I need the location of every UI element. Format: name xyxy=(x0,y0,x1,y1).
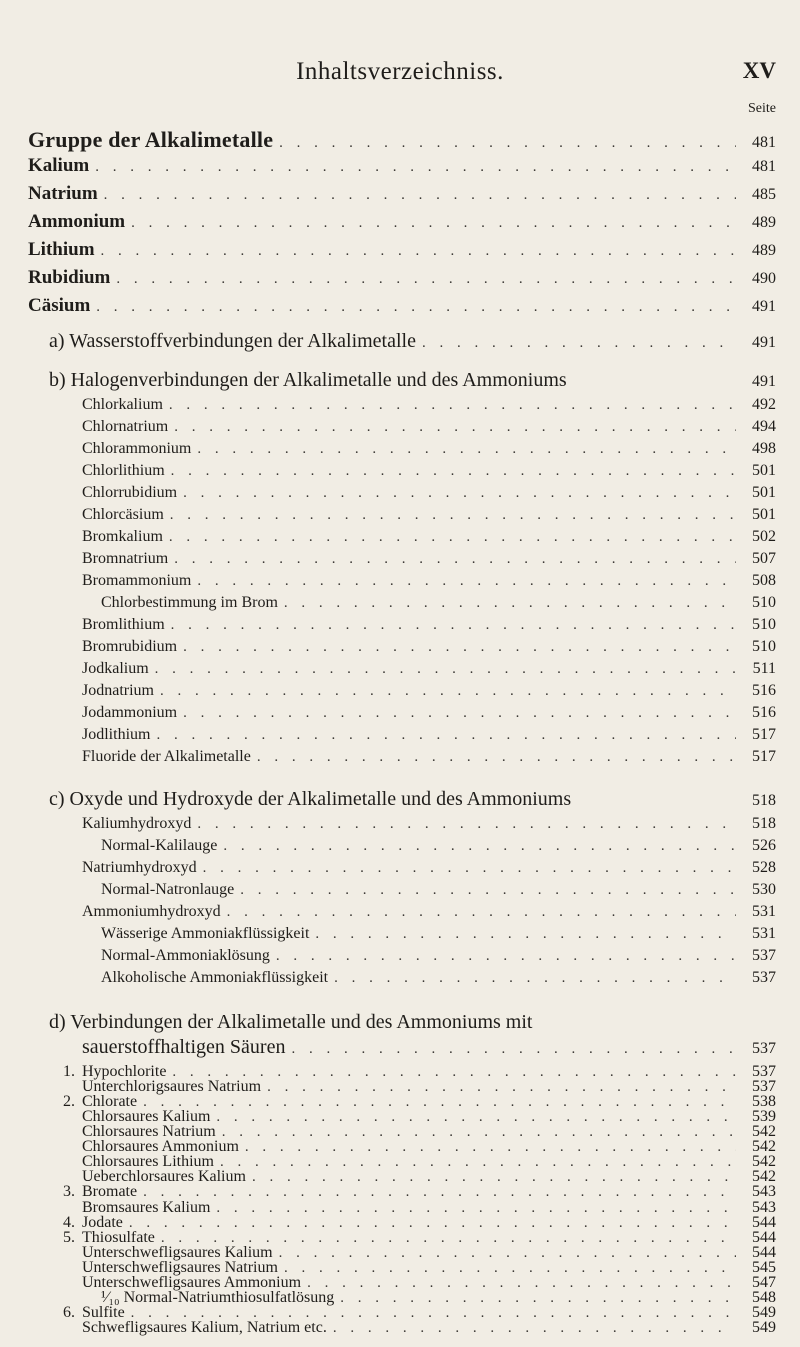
toc-entry-label: Bromkalium xyxy=(82,528,163,545)
toc-entry-page: 491 xyxy=(752,334,776,351)
toc-entry-compound[interactable] xyxy=(0,859,800,883)
toc-entry-subitem[interactable] xyxy=(0,594,800,618)
toc-entry-page: 501 xyxy=(752,484,776,501)
dot-leader xyxy=(171,617,736,634)
toc-entry-compound[interactable] xyxy=(0,396,800,420)
toc-entry-label: Wässerige Ammoniakflüssigkeit xyxy=(101,925,310,942)
toc-entry-label: Unterchlorigsaures Natrium xyxy=(82,1078,262,1095)
toc-entry-label: Ammoniumhydroxyd xyxy=(82,903,221,920)
dot-leader xyxy=(227,904,736,921)
toc-entry-page: 549 xyxy=(752,1319,776,1336)
toc-entry-element[interactable] xyxy=(0,211,800,235)
toc-entry-label: Sulfite xyxy=(82,1304,125,1321)
dot-leader xyxy=(169,397,736,414)
toc-entry-compound[interactable] xyxy=(0,572,800,596)
toc-entry-page: 542 xyxy=(752,1123,776,1140)
dot-leader xyxy=(160,683,736,700)
toc-entry-page: 544 xyxy=(752,1244,776,1261)
toc-entry-compound[interactable] xyxy=(0,440,800,464)
toc-entry-page: 538 xyxy=(752,1093,776,1110)
toc-entry-page: 481 xyxy=(752,158,776,175)
toc-entry-compound[interactable] xyxy=(0,1319,800,1334)
toc-entry-section[interactable] xyxy=(0,788,800,812)
toc-entry-element[interactable] xyxy=(0,183,800,207)
toc-entry-page: 542 xyxy=(752,1138,776,1155)
toc-entry-label: ¹⁄₁₀ Normal-Natriumthiosulfatlösung xyxy=(101,1289,335,1306)
toc-entry-label: Cäsium xyxy=(28,295,91,316)
toc-entry-page: 501 xyxy=(752,462,776,479)
toc-entry-page: 531 xyxy=(752,925,776,942)
dot-leader xyxy=(279,135,736,152)
toc-entry-label: Chlorrubidium xyxy=(82,484,178,501)
toc-entry-numbered[interactable] xyxy=(0,1214,800,1229)
toc-entry-label: Jodate xyxy=(82,1214,123,1231)
toc-entry-compound[interactable] xyxy=(0,1108,800,1123)
toc-entry-label: Unterschwefligsaures Ammonium xyxy=(82,1274,302,1291)
toc-entry-label: Unterschwefligsaures Kalium xyxy=(82,1244,273,1261)
toc-entry-page: 531 xyxy=(752,903,776,920)
toc-entry-compound[interactable] xyxy=(0,1274,800,1289)
toc-entry-page: 489 xyxy=(752,242,776,259)
toc-entry-label: Unterschwefligsaures Natrium xyxy=(82,1259,278,1276)
toc-entry-label: Bromlithium xyxy=(82,616,165,633)
toc-entry-compound[interactable] xyxy=(0,726,800,750)
toc-entry-page: 537 xyxy=(752,1078,776,1095)
toc-entry-element[interactable] xyxy=(0,155,800,179)
toc-entry-page: 507 xyxy=(752,550,776,567)
toc-entry-page: 517 xyxy=(752,726,776,743)
toc-entry-numbered[interactable] xyxy=(0,1093,800,1108)
toc-entry-label: Chlorbestimmung im Brom xyxy=(101,594,278,611)
toc-entry-group[interactable] xyxy=(0,127,800,151)
toc-entry-page: 542 xyxy=(752,1153,776,1170)
dot-leader xyxy=(334,970,736,987)
toc-entry-number: 4. xyxy=(63,1214,75,1231)
toc-entry-label: Thiosulfate xyxy=(82,1229,155,1246)
toc-entry-label: sauerstoffhaltigen Säuren xyxy=(82,1036,286,1058)
toc-entry-compound[interactable] xyxy=(0,1153,800,1168)
toc-entry-page: 501 xyxy=(752,506,776,523)
toc-entry-number: 1. xyxy=(63,1063,75,1080)
toc-entry-page: 544 xyxy=(752,1229,776,1246)
toc-entry-compound[interactable] xyxy=(0,903,800,927)
toc-entry-section[interactable] xyxy=(0,330,800,354)
toc-entry-element[interactable] xyxy=(0,295,800,319)
dot-leader xyxy=(203,860,736,877)
toc-entry-compound[interactable] xyxy=(0,748,800,772)
toc-entry-label: Bromsaures Kalium xyxy=(82,1199,211,1216)
toc-entry-number: 6. xyxy=(63,1304,75,1321)
toc-entry-label: Bromate xyxy=(82,1183,138,1200)
toc-entry-section[interactable] xyxy=(0,369,800,393)
toc-entry-label: Kaliumhydroxyd xyxy=(82,815,192,832)
toc-entry-page: 510 xyxy=(752,638,776,655)
toc-entry-compound[interactable] xyxy=(0,1138,800,1153)
toc-entry-number: 5. xyxy=(63,1229,75,1246)
dot-leader xyxy=(223,838,736,855)
toc-entry-page: 543 xyxy=(752,1183,776,1200)
toc-entry-page: 491 xyxy=(752,373,776,390)
toc-entry-page: 518 xyxy=(752,815,776,832)
toc-entry-page: 510 xyxy=(752,594,776,611)
toc-entry-label: Normal-Kalilauge xyxy=(101,837,218,854)
toc-entry-numbered[interactable] xyxy=(0,1183,800,1198)
dot-leader xyxy=(171,463,736,480)
toc-entry-label: Schwefligsaures Kalium, Natrium etc. xyxy=(82,1319,327,1336)
toc-entry-compound[interactable] xyxy=(0,550,800,574)
toc-entry-page: 537 xyxy=(752,1063,776,1080)
toc-entry-page: 517 xyxy=(752,748,776,765)
dot-leader xyxy=(96,299,736,316)
toc-entry-element[interactable] xyxy=(0,267,800,291)
toc-entry-subitem[interactable] xyxy=(0,947,800,971)
page-title: Inhaltsverzeichniss. xyxy=(296,58,504,85)
dot-leader xyxy=(183,705,736,722)
toc-entry-label: Chlorsaures Ammonium xyxy=(82,1138,239,1155)
toc-entry-compound[interactable] xyxy=(0,1199,800,1214)
toc-entry-page: 508 xyxy=(752,572,776,589)
toc-entry-page: 492 xyxy=(752,396,776,413)
dot-leader xyxy=(104,187,736,204)
toc-entry-compound[interactable] xyxy=(0,418,800,442)
toc-entry-label: Chlorate xyxy=(82,1093,138,1110)
toc-entry-page: 481 xyxy=(752,134,776,151)
toc-entry-label: Natrium xyxy=(28,183,98,204)
toc-entry-label: b) Halogenverbindungen der Alkalimetalle und des Ammoniums xyxy=(49,369,567,391)
toc-entry-label: Chlornatrium xyxy=(82,418,169,435)
toc-entry-compound[interactable] xyxy=(0,1168,800,1183)
toc-entry-label: Gruppe der Alkalimetalle xyxy=(28,127,274,152)
toc-entry-page: 537 xyxy=(752,1040,776,1057)
toc-entry-label: Natriumhydroxyd xyxy=(82,859,197,876)
dot-leader xyxy=(95,159,736,176)
toc-entry-label: Normal-Ammoniaklösung xyxy=(101,947,270,964)
dot-leader xyxy=(333,1320,736,1337)
toc-entry-label: a) Wasserstoffverbindungen der Alkalimetalle xyxy=(49,330,416,352)
toc-entry-page: 537 xyxy=(752,969,776,986)
toc-entry-section-continued[interactable] xyxy=(0,1036,800,1060)
dot-leader xyxy=(197,816,736,833)
dot-leader xyxy=(101,243,736,260)
toc-entry-label: Kalium xyxy=(28,155,90,176)
seite-column-label: Seite xyxy=(748,101,776,116)
toc-entry-label: Ueberchlorsaures Kalium xyxy=(82,1168,246,1185)
toc-entry-compound[interactable] xyxy=(0,506,800,530)
toc-entry-numbered[interactable] xyxy=(0,1229,800,1244)
toc-entry-label: Chlorammonium xyxy=(82,440,192,457)
toc-entry-page: 511 xyxy=(752,660,776,677)
toc-entry-label: Chlorsaures Lithium xyxy=(82,1153,214,1170)
toc-entry-page: 543 xyxy=(752,1199,776,1216)
toc-entry-page: 537 xyxy=(752,947,776,964)
dot-leader xyxy=(197,573,736,590)
running-header xyxy=(0,58,800,98)
toc-entry-compound[interactable] xyxy=(0,528,800,552)
dot-leader xyxy=(197,441,736,458)
dot-leader xyxy=(174,419,736,436)
toc-entry-page: 526 xyxy=(752,837,776,854)
toc-entry-page: 485 xyxy=(752,186,776,203)
toc-entry-label: Chlorsaures Natrium xyxy=(82,1123,216,1140)
dot-leader xyxy=(240,882,736,899)
toc-entry-compound[interactable] xyxy=(0,616,800,640)
dot-leader xyxy=(315,926,736,943)
toc-entry-label: Chlorsaures Kalium xyxy=(82,1108,211,1125)
toc-entry-page: 549 xyxy=(752,1304,776,1321)
toc-entry-page: 542 xyxy=(752,1168,776,1185)
toc-entry-page: 548 xyxy=(752,1289,776,1306)
toc-entry-page: 528 xyxy=(752,859,776,876)
dot-leader xyxy=(422,335,736,352)
dot-leader xyxy=(284,595,736,612)
dot-leader xyxy=(170,507,736,524)
toc-entry-section[interactable] xyxy=(0,1011,800,1035)
toc-entry-page: 491 xyxy=(752,298,776,315)
toc-entry-label: Lithium xyxy=(28,239,95,260)
dot-leader xyxy=(276,948,736,965)
dot-leader xyxy=(155,661,736,678)
toc-entry-page: 510 xyxy=(752,616,776,633)
dot-leader xyxy=(116,271,736,288)
toc-entry-label: Rubidium xyxy=(28,267,111,288)
toc-entry-compound[interactable] xyxy=(0,815,800,839)
toc-entry-label: Fluoride der Alkalimetalle xyxy=(82,748,251,765)
toc-entry-compound[interactable] xyxy=(0,638,800,662)
toc-entry-compound[interactable] xyxy=(0,1259,800,1274)
toc-entry-compound[interactable] xyxy=(0,484,800,508)
toc-entry-label: Chlorcäsium xyxy=(82,506,164,523)
toc-entry-compound[interactable] xyxy=(0,704,800,728)
dot-leader xyxy=(131,215,736,232)
toc-entry-subitem[interactable] xyxy=(0,969,800,993)
toc-entry-subitem[interactable] xyxy=(0,881,800,905)
toc-entry-label: Jodammonium xyxy=(82,704,178,721)
toc-entry-page: 516 xyxy=(752,682,776,699)
toc-entry-label: Alkoholische Ammoniakflüssigkeit xyxy=(101,969,329,986)
toc-entry-page: 530 xyxy=(752,881,776,898)
toc-entry-label: Chlorlithium xyxy=(82,462,165,479)
toc-entry-number: 2. xyxy=(63,1093,75,1110)
toc-entry-compound[interactable] xyxy=(0,1078,800,1093)
toc-entry-label: Ammonium xyxy=(28,211,126,232)
toc-entry-page: 547 xyxy=(752,1274,776,1291)
toc-entry-label: c) Oxyde und Hydroxyde der Alkalimetalle und des Ammoniums xyxy=(49,788,572,810)
toc-entry-label: d) Verbindungen der Alkalimetalle und des Ammoniums mit xyxy=(49,1011,533,1033)
toc-entry-compound[interactable] xyxy=(0,1244,800,1259)
toc-entry-label: Bromnatrium xyxy=(82,550,169,567)
toc-entry-compound[interactable] xyxy=(0,682,800,706)
toc-entry-label: Normal-Natronlauge xyxy=(101,881,235,898)
dot-leader xyxy=(291,1041,736,1058)
toc-entry-page: 494 xyxy=(752,418,776,435)
toc-entry-label: Hypochlorite xyxy=(82,1063,167,1080)
toc-entry-label: Bromammonium xyxy=(82,572,192,589)
toc-entry-subitem[interactable] xyxy=(0,837,800,861)
toc-entry-subitem[interactable] xyxy=(0,1289,800,1304)
toc-entry-page: 539 xyxy=(752,1108,776,1125)
toc-entry-numbered[interactable] xyxy=(0,1304,800,1319)
toc-entry-subitem[interactable] xyxy=(0,925,800,949)
toc-entry-compound[interactable] xyxy=(0,660,800,684)
toc-entry-element[interactable] xyxy=(0,239,800,263)
dot-leader xyxy=(174,551,736,568)
toc-entry-page: 498 xyxy=(752,440,776,457)
toc-entry-numbered[interactable] xyxy=(0,1063,800,1078)
toc-entry-number: 3. xyxy=(63,1183,75,1200)
toc-entry-page: 518 xyxy=(752,792,776,809)
toc-entry-page: 516 xyxy=(752,704,776,721)
dot-leader xyxy=(183,485,736,502)
dot-leader xyxy=(183,639,736,656)
toc-entry-label: Bromrubidium xyxy=(82,638,178,655)
toc-entry-page: 545 xyxy=(752,1259,776,1276)
dot-leader xyxy=(257,749,736,766)
toc-entry-page: 490 xyxy=(752,270,776,287)
toc-entry-page: 489 xyxy=(752,214,776,231)
dot-leader xyxy=(156,727,736,744)
toc-entry-compound[interactable] xyxy=(0,1123,800,1138)
toc-entry-label: Jodlithium xyxy=(82,726,151,743)
dot-leader xyxy=(169,529,736,546)
toc-entry-label: Jodnatrium xyxy=(82,682,154,699)
toc-entry-page: 502 xyxy=(752,528,776,545)
toc-entry-page: 544 xyxy=(752,1214,776,1231)
toc-entry-label: Jodkalium xyxy=(82,660,149,677)
toc-entry-label: Chlorkalium xyxy=(82,396,163,413)
toc-entry-compound[interactable] xyxy=(0,462,800,486)
page-number: XV xyxy=(742,58,776,83)
